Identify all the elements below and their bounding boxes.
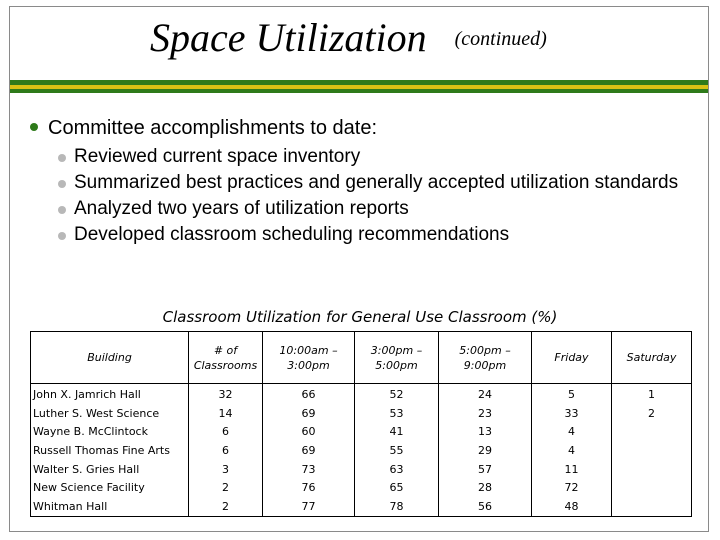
header-10am-3pm: 10:00am – 3:00pm	[263, 332, 355, 384]
list-item	[56, 170, 706, 196]
table-cell: 5	[532, 384, 612, 405]
table-cell: 57	[439, 460, 532, 479]
list-item-text: Developed classroom scheduling recommendations	[74, 224, 510, 245]
table-cell	[612, 498, 692, 517]
table-cell: 11	[532, 460, 612, 479]
main-bullet	[30, 117, 377, 140]
main-bullet-text: Committee accomplishments to date:	[48, 117, 378, 139]
table-cell: 65	[355, 479, 439, 498]
table-cell: 6	[189, 423, 263, 442]
bullet-dot-icon	[58, 206, 66, 214]
table-cell: 52	[355, 384, 439, 405]
building-name-cell: Walter S. Gries Hall	[31, 460, 189, 479]
header-building: Building	[31, 332, 189, 384]
list-item	[56, 222, 706, 248]
table-cell: 29	[439, 442, 532, 461]
bullet-dot-icon	[58, 232, 66, 240]
table-cell: 2	[612, 405, 692, 424]
building-name-cell: New Science Facility	[31, 479, 189, 498]
table-cell: 2	[189, 498, 263, 517]
list-item-text: Reviewed current space inventory	[74, 146, 361, 167]
header-saturday: Saturday	[612, 332, 692, 384]
slide-title	[150, 14, 630, 74]
table-cell: 32	[189, 384, 263, 405]
bullet-dot-icon	[30, 123, 38, 131]
table-cell: 56	[439, 498, 532, 517]
title-sub: (continued)	[454, 28, 547, 50]
table-cell: 60	[263, 423, 355, 442]
table-cell: 72	[532, 479, 612, 498]
header-friday: Friday	[532, 332, 612, 384]
table-cell: 3	[189, 460, 263, 479]
table-caption: Classroom Utilization for General Use Classroom (%)	[162, 308, 558, 326]
table-header-row	[31, 332, 692, 384]
table-row	[31, 498, 692, 517]
table-cell: 76	[263, 479, 355, 498]
table-cell: 6	[189, 442, 263, 461]
bullet-dot-icon	[58, 154, 66, 162]
building-name-cell: Whitman Hall	[31, 498, 189, 517]
table-cell: 33	[532, 405, 612, 424]
list-item	[56, 144, 706, 170]
title-rule-green-bottom	[10, 89, 708, 93]
list-item-text: Analyzed two years of utilization reports	[74, 198, 409, 219]
table-row	[31, 384, 692, 405]
table-cell: 41	[355, 423, 439, 442]
table-cell: 13	[439, 423, 532, 442]
title-main: Space Utilization	[150, 15, 427, 60]
table-cell: 2	[189, 479, 263, 498]
table-cell	[612, 442, 692, 461]
table-cell: 24	[439, 384, 532, 405]
utilization-table	[30, 331, 692, 517]
header-classrooms: # of Classrooms	[189, 332, 263, 384]
table-cell: 73	[263, 460, 355, 479]
table-row	[31, 442, 692, 461]
list-item	[56, 196, 706, 222]
building-name-cell: Russell Thomas Fine Arts	[31, 442, 189, 461]
building-name-cell: John X. Jamrich Hall	[31, 384, 189, 405]
table-cell	[612, 460, 692, 479]
building-name-cell: Luther S. West Science	[31, 405, 189, 424]
table-row	[31, 405, 692, 424]
table-row	[31, 423, 692, 442]
table-cell	[612, 479, 692, 498]
table-cell: 4	[532, 423, 612, 442]
table-cell: 23	[439, 405, 532, 424]
table-cell: 48	[532, 498, 612, 517]
table-cell: 66	[263, 384, 355, 405]
bullet-dot-icon	[58, 180, 66, 188]
table-cell: 4	[532, 442, 612, 461]
table-cell: 77	[263, 498, 355, 517]
table-cell: 55	[355, 442, 439, 461]
table-cell: 1	[612, 384, 692, 405]
building-name-cell: Wayne B. McClintock	[31, 423, 189, 442]
table-cell: 78	[355, 498, 439, 517]
table-cell: 28	[439, 479, 532, 498]
list-item-text: Summarized best practices and generally accepted utilization standards	[74, 172, 679, 193]
accomplishments-list	[56, 144, 706, 248]
header-5pm-9pm: 5:00pm – 9:00pm	[439, 332, 532, 384]
table-row	[31, 479, 692, 498]
table-cell: 69	[263, 442, 355, 461]
table-cell: 14	[189, 405, 263, 424]
table-cell: 69	[263, 405, 355, 424]
table-cell: 63	[355, 460, 439, 479]
table-row	[31, 460, 692, 479]
table-cell: 53	[355, 405, 439, 424]
header-3pm-5pm: 3:00pm – 5:00pm	[355, 332, 439, 384]
table-cell	[612, 423, 692, 442]
